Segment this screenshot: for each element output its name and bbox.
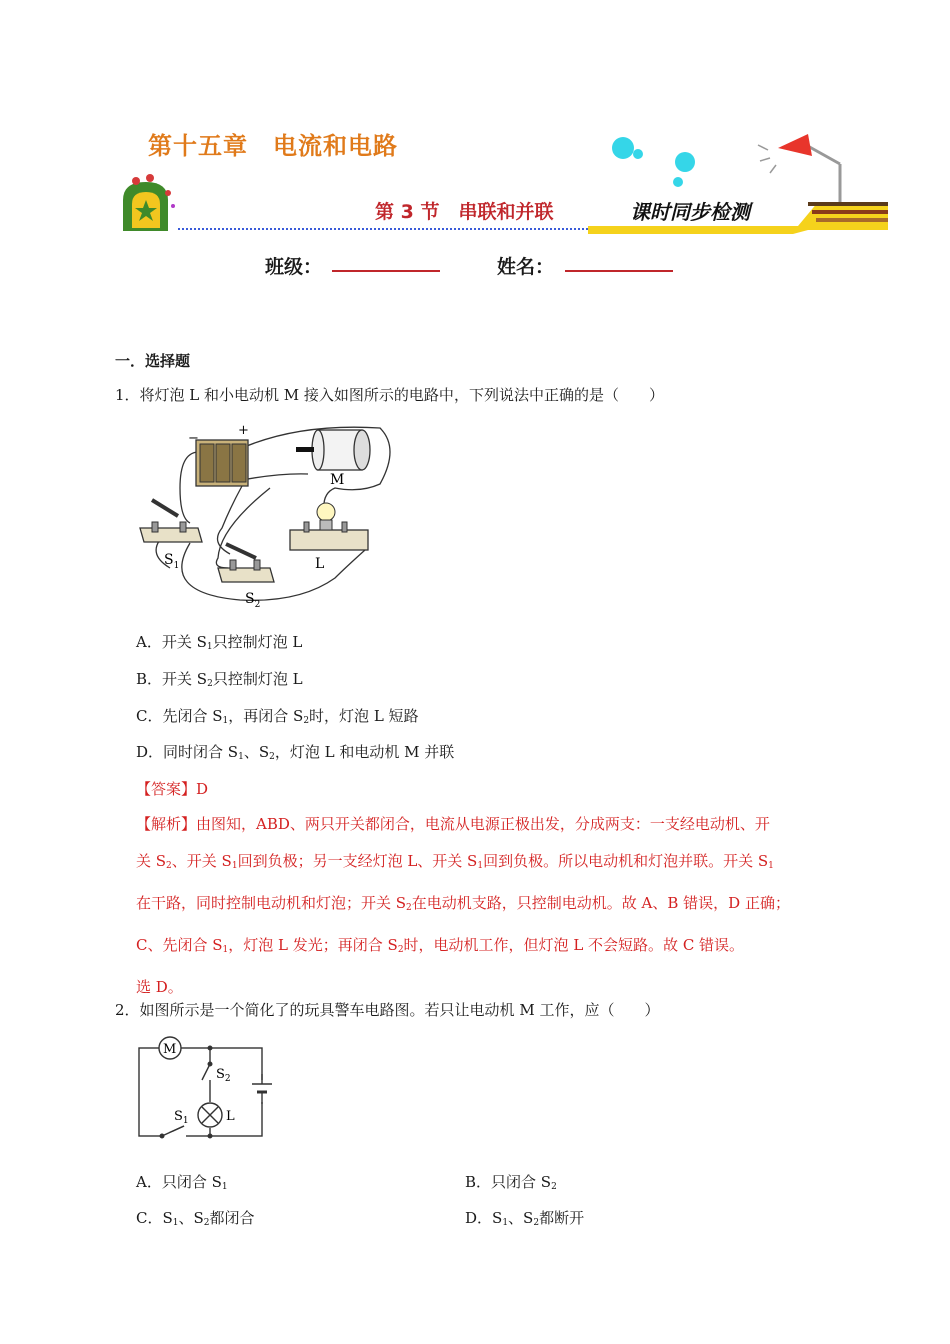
switch-s2-icon	[218, 544, 274, 582]
bubble-decoration	[612, 137, 695, 187]
plus-label: +	[238, 423, 249, 438]
s1-label: $S_1$	[164, 552, 180, 571]
q2-option-a[interactable]: A．只闭合 $S_1$	[136, 1173, 228, 1192]
chapter-title: 第十五章 电流和电路	[148, 132, 398, 160]
wire	[182, 543, 365, 600]
lamp-icon	[198, 1103, 222, 1127]
lamp-label: L	[226, 1109, 235, 1124]
motor-label: M	[330, 472, 345, 488]
section-title: 第 3 节 串联和并联	[375, 201, 554, 223]
q2-circuit-figure	[132, 1034, 277, 1142]
class-label: 班级：	[265, 256, 323, 278]
lamp-label: L	[315, 556, 325, 572]
q2-option-d[interactable]: D．$S_1$、$S_2$都断开	[465, 1209, 585, 1228]
q2-stem: 2．如图所示是一个简化了的玩具警车电路图。若只让电动机 M 工作，应（ ）	[115, 1001, 660, 1019]
desk-lamp-icon	[758, 134, 840, 202]
q1-option-a[interactable]: A．开关 $S_1$只控制灯泡 L	[136, 633, 303, 652]
section-heading: 一．选择题	[115, 352, 191, 370]
switch-s1-icon	[140, 500, 202, 542]
wire	[242, 474, 308, 480]
q1-stem: 1．将灯泡 L 和小电动机 M 接入如图所示的电路中，下列说法中正确的是（ ）	[115, 386, 664, 404]
s1-label: $S_1$	[174, 1109, 189, 1126]
explanation-line: 关 $S_2$、开关 $S_1$回到负极；另一支经灯泡 L、开关 $S_1$回到负极。所以电动机和灯泡并联。开关 $S_1$	[136, 852, 774, 871]
q1-option-d[interactable]: D．同时闭合 $S_1$、$S_2$，灯泡 L 和电动机 M 并联	[136, 743, 455, 762]
q1-explanation	[136, 806, 846, 1006]
explanation-line: 在干路，同时控制电动机和灯泡；开关 $S_2$在电动机支路，只控制电动机。故 A、B 错误，D 正确；	[136, 894, 790, 913]
star-badge-icon	[123, 174, 175, 231]
svg-text:M: M	[163, 1042, 177, 1057]
explanation-line: 选 D。	[136, 978, 183, 996]
minus-label: −	[188, 431, 199, 446]
q1-answer: 【答案】D	[136, 780, 209, 798]
sync-label: 课时同步检测	[630, 200, 750, 224]
switch-s2-lever	[202, 1064, 210, 1080]
name-blank[interactable]	[565, 270, 673, 272]
s2-label: $S_2$	[216, 1067, 231, 1084]
motor-icon	[159, 1037, 181, 1059]
s2-label: $S_2$	[245, 591, 261, 610]
wire	[216, 488, 270, 568]
name-label: 姓名：	[497, 256, 555, 278]
q2-option-c[interactable]: C．$S_1$、$S_2$都闭合	[136, 1209, 255, 1228]
wire	[180, 452, 198, 523]
battery-icon	[196, 440, 248, 486]
motor-icon	[296, 430, 370, 470]
q2-option-b[interactable]: B．只闭合 $S_2$	[465, 1173, 557, 1192]
explanation-line: C、先闭合 $S_1$，灯泡 L 发光；再闭合 $S_2$时，电动机工作，但灯泡 L 不会短路。故 C 错误。	[136, 936, 745, 955]
q1-option-b[interactable]: B．开关 $S_2$只控制灯泡 L	[136, 670, 303, 689]
class-blank[interactable]	[332, 270, 440, 272]
explanation-line: 【解析】由图知，ABD、两只开关都闭合，电流从电源正极出发，分成两支：一支经电动机、开	[136, 815, 770, 833]
q1-option-c[interactable]: C．先闭合 $S_1$，再闭合 $S_2$时，灯泡 L 短路	[136, 707, 419, 726]
lamp-icon	[290, 503, 368, 550]
q1-circuit-figure	[130, 418, 400, 610]
